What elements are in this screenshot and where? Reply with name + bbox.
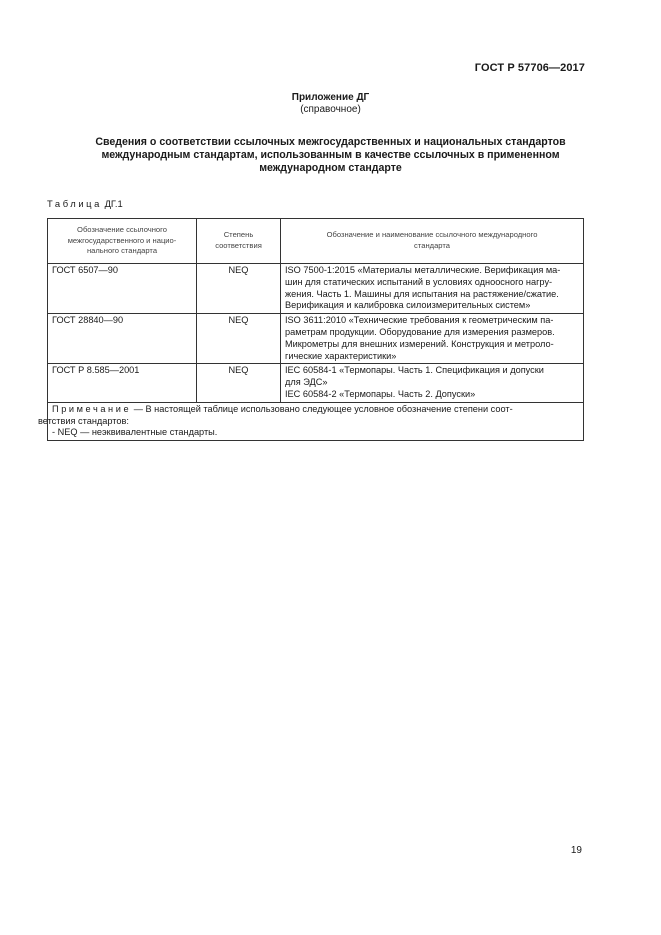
header-line: соответствия [215,241,262,250]
cell-line: раметрам продукции. Оборудование для измерения размеров. [285,326,555,337]
header-international [281,219,584,264]
cell-international [281,364,584,402]
table-row [48,364,584,402]
table-row [48,314,584,364]
table-caption-id: ДГ.1 [104,198,123,209]
cell-standard: ГОСТ Р 8.585—2001 [48,364,197,402]
cell-line: Верификация и калибровка силоизмерительных систем» [285,300,531,311]
annex-title: Приложение ДГ [291,92,370,103]
note-text: ветствия стандартов: [38,415,129,426]
table-note [38,402,584,440]
table-row [48,264,584,314]
document-code: ГОСТ Р 57706—2017 [474,62,585,74]
cell-line: гические характеристики» [285,350,397,361]
table-caption-prefix: Таблица [47,198,102,209]
cell-standard: ГОСТ 6507—90 [48,264,197,314]
section-title-line: Сведения о соответствии ссылочных межгосударственных и национальных стандартов [95,136,566,148]
note-text: - NEQ — неэквивалентные стандарты. [52,427,218,438]
section-title-line: международным стандартам, использованным в качестве ссылочных в примененном [101,149,560,161]
cell-line: жения. Часть 1. Машины для испытания на растяжение/сжатие. [285,288,559,299]
cell-degree: NEQ [197,364,281,402]
header-line: нального стандарта [86,246,158,256]
cell-degree: NEQ [197,314,281,364]
cell-international [281,264,584,314]
cell-line: Микрометры для внешних измерений. Конструкция и метроло- [285,338,554,349]
header-standard [48,219,197,264]
cell-line: IEC 60584-1 «Термопары. Часть 1. Спецификация и допуски [285,365,544,376]
annex-heading [0,92,661,116]
header-line: межгосударственного и нацио- [67,235,177,245]
annex-status: (справочное) [300,104,361,115]
header-line: Обозначение ссылочного [77,225,167,235]
cell-line: ISO 7500-1:2015 «Материалы металлические. Верификация ма- [285,265,561,275]
section-title-line: международном стандарте [259,162,402,174]
section-title [47,136,614,175]
header-line: Степень [223,230,254,240]
header-degree [197,219,281,264]
cell-degree: NEQ [197,264,281,314]
note-label: Примечание [52,403,132,414]
table-note-row [48,402,584,440]
standards-table [38,218,584,441]
cell-line: IEC 60584-2 «Термопары. Часть 2. Допуски» [285,388,476,399]
cell-standard: ГОСТ 28840—90 [48,314,197,364]
cell-line: для ЭДС» [285,377,328,388]
table-header-row [48,219,584,264]
table-caption [47,198,123,209]
header-line: Обозначение и наименование ссылочного международного [326,230,538,240]
header-line: стандарта [414,241,450,250]
cell-line: шин для статических испытаний в условиях одноосного нагру- [285,276,553,287]
cell-international [281,314,584,364]
note-text: — В настоящей таблице использовано следующее условное обозначение степени соот- [131,403,513,414]
page-number: 19 [570,845,582,856]
cell-line: ISO 3611:2010 «Технические требования к геометрическим па- [285,315,554,326]
